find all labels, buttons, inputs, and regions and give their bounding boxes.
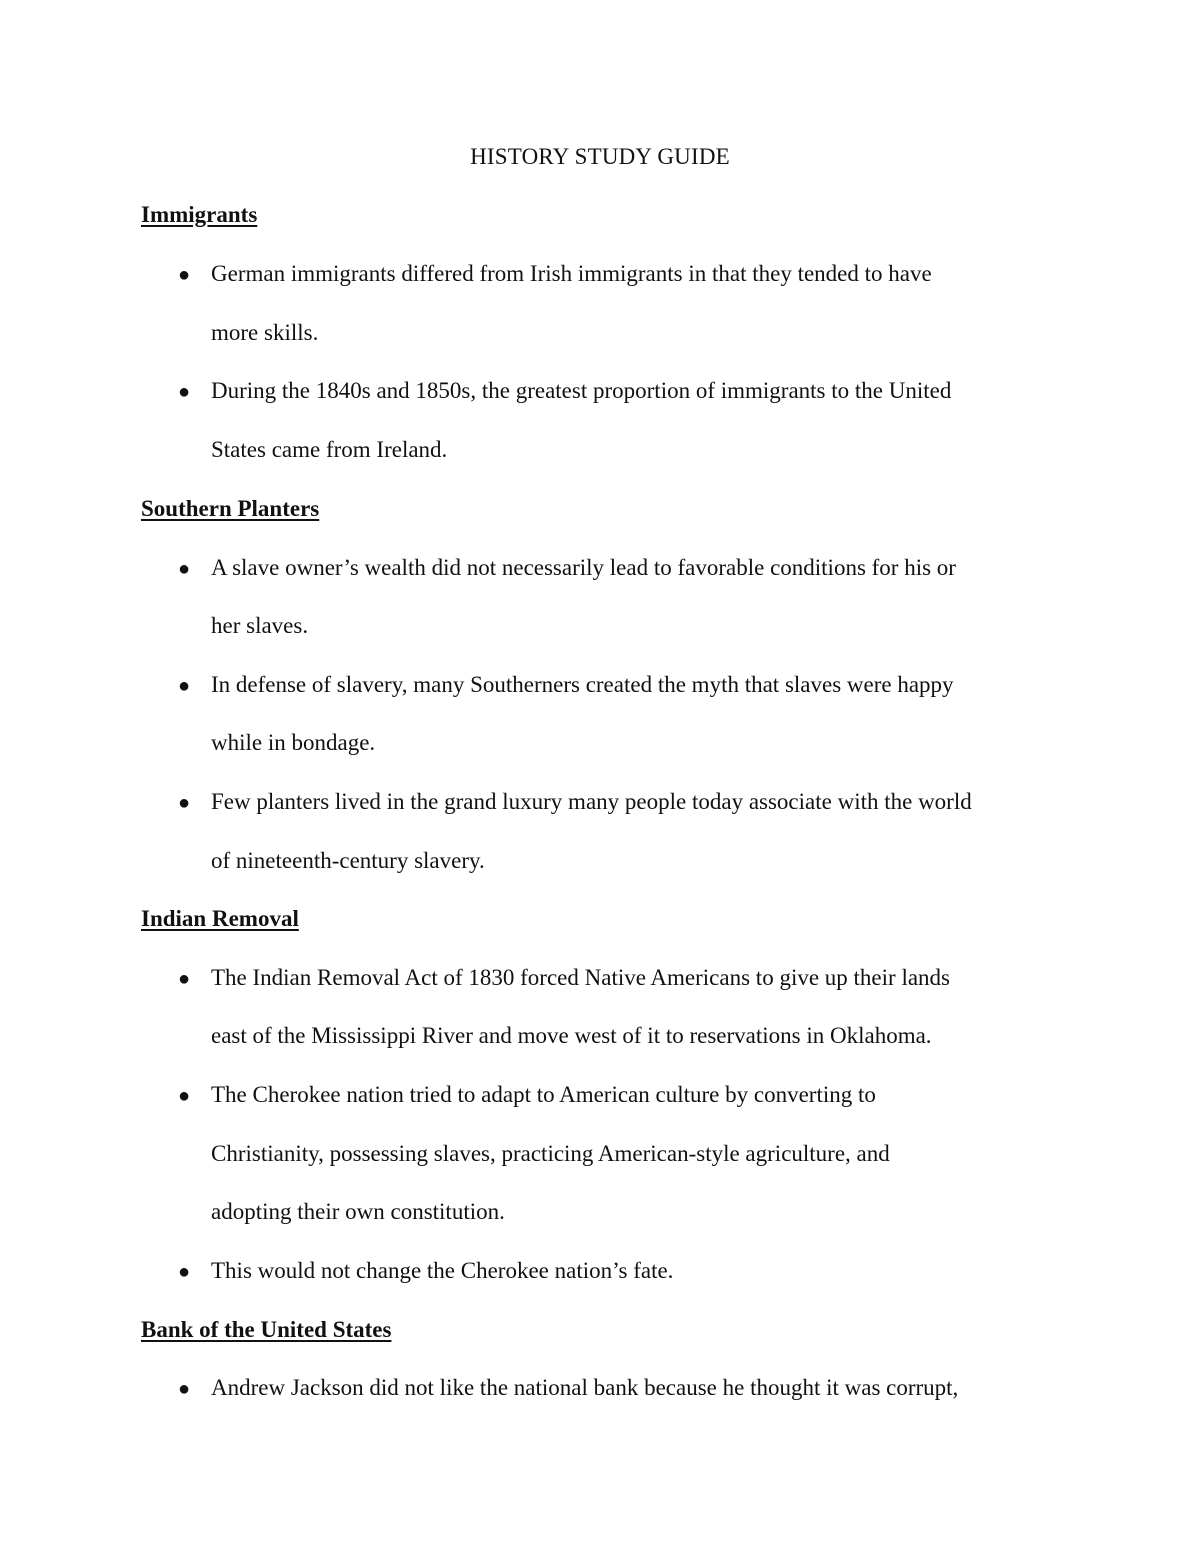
list-item-line: A slave owner’s wealth did not necessarily lead to favorable conditions for his or xyxy=(211,555,956,580)
list-item-line: Few planters lived in the grand luxury many people today associate with the world xyxy=(211,789,972,814)
bullet-icon: ● xyxy=(178,792,191,814)
list-item-line: States came from Ireland. xyxy=(211,437,448,462)
list-item-line: This would not change the Cherokee nation’s fate. xyxy=(211,1258,674,1283)
list-item-line: The Cherokee nation tried to adapt to American culture by converting to xyxy=(211,1082,876,1107)
list-item-line: her slaves. xyxy=(211,613,309,638)
list-item-line: more skills. xyxy=(211,320,319,345)
list-item-line: while in bondage. xyxy=(211,730,376,755)
section-heading-bank-of-the-united-states: Bank of the United States xyxy=(141,1317,392,1342)
list-item-line: German immigrants differed from Irish immigrants in that they tended to have xyxy=(211,261,932,286)
bullet-icon: ● xyxy=(178,381,191,403)
list-item-line: Andrew Jackson did not like the national bank because he thought it was corrupt, xyxy=(211,1375,959,1400)
section-heading-southern-planters: Southern Planters xyxy=(141,496,320,521)
bullet-icon: ● xyxy=(178,968,191,990)
list-item-line: adopting their own constitution. xyxy=(211,1199,505,1224)
list-item-line: In defense of slavery, many Southerners created the myth that slaves were happy xyxy=(211,672,954,697)
list-item-line: east of the Mississippi River and move west of it to reservations in Oklahoma. xyxy=(211,1023,932,1048)
section-heading-indian-removal: Indian Removal xyxy=(141,906,299,931)
list-item-line: of nineteenth-century slavery. xyxy=(211,848,485,873)
list-item-line: The Indian Removal Act of 1830 forced Native Americans to give up their lands xyxy=(211,965,950,990)
list-item-line: Christianity, possessing slaves, practicing American-style agriculture, and xyxy=(211,1141,890,1166)
bullet-icon: ● xyxy=(178,1261,191,1283)
bullet-icon: ● xyxy=(178,558,191,580)
list-item-line: During the 1840s and 1850s, the greatest proportion of immigrants to the United xyxy=(211,378,952,403)
bullet-icon: ● xyxy=(178,1378,191,1400)
document-title: HISTORY STUDY GUIDE xyxy=(470,144,730,169)
bullet-icon: ● xyxy=(178,264,191,286)
bullet-icon: ● xyxy=(178,675,191,697)
bullet-icon: ● xyxy=(178,1085,191,1107)
section-heading-immigrants: Immigrants xyxy=(141,202,258,227)
